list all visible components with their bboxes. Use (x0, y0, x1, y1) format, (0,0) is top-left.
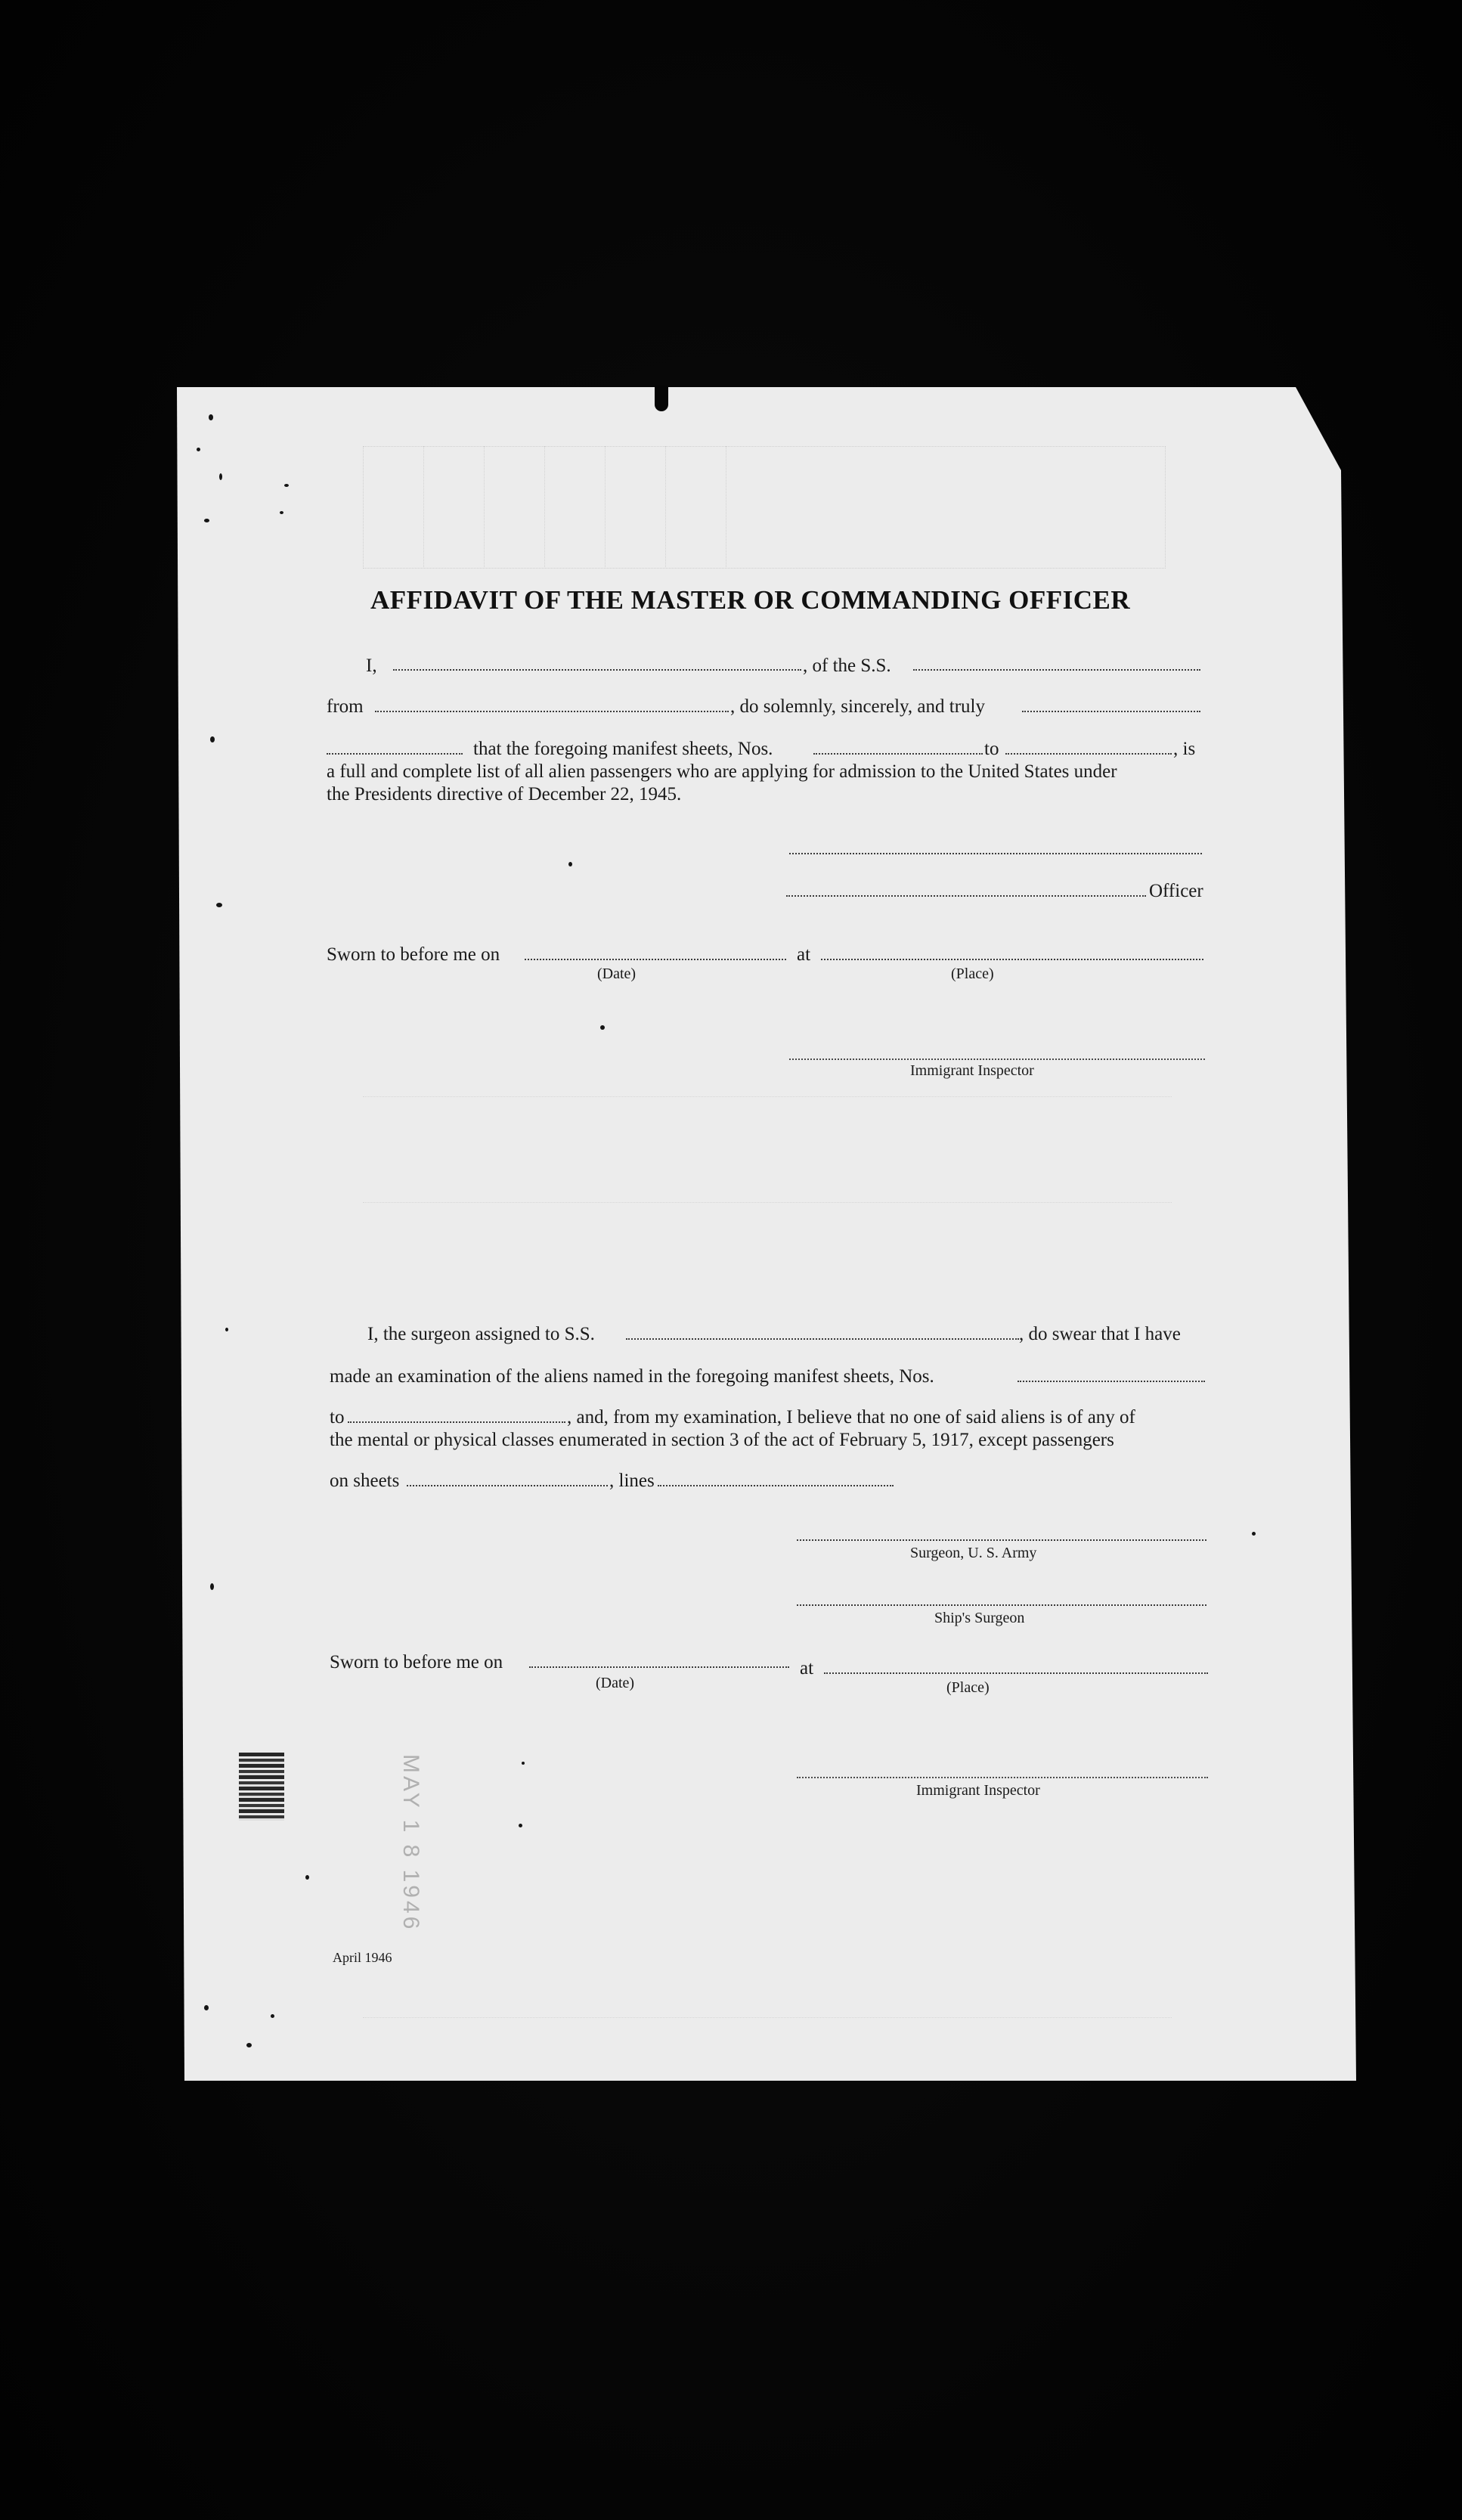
show-through-line (605, 446, 606, 567)
show-through-line (544, 446, 545, 567)
officer-signature-blank[interactable] (786, 895, 1146, 897)
master-inspector-signature-blank[interactable] (789, 1059, 1205, 1060)
officer-label: Officer (1149, 881, 1203, 901)
surgeon-at-label: at (800, 1658, 814, 1678)
dust-speck (280, 511, 283, 514)
surgeon-line3-end: , and, from my examination, I believe that no one of said aliens is of any of (567, 1407, 1135, 1427)
affidavit-paper-sheet (177, 387, 1356, 2081)
master-inspector-label: Immigrant Inspector (910, 1062, 1034, 1079)
surgeon-line5-start: on sheets (330, 1471, 400, 1491)
dust-speck (519, 1824, 522, 1827)
dust-speck (216, 903, 222, 907)
surgeon-lines-blank[interactable] (658, 1485, 894, 1486)
surgeon-inspector-label: Immigrant Inspector (916, 1782, 1040, 1799)
surgeon-line1-start: I, the surgeon assigned to S.S. (367, 1324, 595, 1344)
dust-speck (568, 862, 572, 866)
master-signature-blank[interactable] (789, 853, 1202, 854)
master-line5: the Presidents directive of December 22, 1945. (327, 784, 682, 804)
dust-speck (225, 1328, 228, 1331)
dust-speck (271, 2014, 274, 2018)
show-through-line (363, 1202, 1172, 1203)
master-line1-mid: , of the S.S. (803, 656, 891, 676)
surgeon-line2: made an examination of the aliens named in the foregoing manifest sheets, Nos. (330, 1366, 934, 1387)
show-through-line (363, 1096, 1172, 1097)
received-stamp: MAY 1 8 1946 (398, 1754, 423, 1933)
master-line4: a full and complete list of all alien passengers who are applying for admission to the United States under (327, 761, 1117, 782)
surgeon-line3-start: to (330, 1407, 345, 1427)
master-date-caption: (Date) (597, 966, 637, 982)
ship-name-blank[interactable] (913, 669, 1200, 671)
dust-speck (210, 736, 215, 742)
master-line2-start: from (327, 696, 364, 717)
sheets-from-blank[interactable] (813, 753, 983, 755)
dust-speck (600, 1025, 605, 1030)
master-line1-start: I, (366, 656, 377, 676)
surgeon-ship-blank[interactable] (626, 1338, 1019, 1340)
army-surgeon-label: Surgeon, U. S. Army (910, 1545, 1037, 1561)
surgeon-inspector-signature-blank[interactable] (797, 1777, 1208, 1778)
ship-surgeon-label: Ship's Surgeon (934, 1610, 1025, 1626)
army-surgeon-signature-blank[interactable] (797, 1539, 1206, 1541)
dust-speck (246, 2043, 252, 2047)
master-at-label: at (797, 944, 811, 965)
master-line3-mid: that the foregoing manifest sheets, Nos. (473, 739, 773, 759)
master-sworn-label: Sworn to before me on (327, 944, 500, 965)
master-sworn-date-blank[interactable] (525, 959, 786, 960)
surgeon-sworn-place-blank[interactable] (824, 1672, 1208, 1674)
oath-continuation-blank[interactable] (327, 753, 463, 755)
show-through-line (484, 446, 485, 567)
dust-speck (219, 473, 222, 480)
master-name-blank[interactable] (393, 669, 801, 671)
surgeon-sworn-label: Sworn to before me on (330, 1652, 503, 1672)
binding-mark (239, 1753, 284, 1821)
surgeon-sheets-from-blank[interactable] (1018, 1381, 1205, 1382)
port-blank[interactable] (375, 711, 729, 712)
show-through-line (363, 2017, 1172, 2018)
show-through-line (665, 446, 666, 567)
surgeon-sheets-blank[interactable] (407, 1485, 608, 1486)
dust-speck (209, 414, 213, 420)
document-title: AFFIDAVIT OF THE MASTER OR COMMANDING OFFICER (370, 585, 1131, 615)
dust-speck (522, 1762, 525, 1765)
dust-speck (210, 1583, 214, 1590)
sheets-to-blank[interactable] (1005, 753, 1172, 755)
show-through-line (423, 446, 424, 567)
surgeon-place-caption: (Place) (946, 1679, 990, 1696)
dust-speck (305, 1875, 309, 1880)
oath-blank[interactable] (1022, 711, 1200, 712)
dust-speck (1252, 1532, 1256, 1536)
surgeon-line4: the mental or physical classes enumerated in section 3 of the act of February 5, 1917, except passengers (330, 1430, 1114, 1450)
master-line3-end: , is (1173, 739, 1196, 759)
master-line2-mid: , do solemnly, sincerely, and truly (730, 696, 985, 717)
surgeon-sworn-date-blank[interactable] (529, 1666, 789, 1668)
paper-edge-tear (655, 386, 668, 411)
surgeon-line5-mid: , lines (609, 1471, 655, 1491)
dust-speck (284, 484, 289, 487)
master-sworn-place-blank[interactable] (821, 959, 1203, 960)
dust-speck (204, 2005, 209, 2010)
dust-speck (197, 448, 200, 451)
master-place-caption: (Place) (951, 966, 994, 982)
master-line3-to: to (984, 739, 999, 759)
surgeon-sheets-to-blank[interactable] (348, 1421, 565, 1423)
surgeon-date-caption: (Date) (596, 1675, 635, 1691)
dust-speck (204, 519, 209, 522)
form-revision-date: April 1946 (333, 1950, 392, 1965)
ship-surgeon-signature-blank[interactable] (797, 1604, 1206, 1606)
surgeon-line1-end: , do swear that I have (1019, 1324, 1181, 1344)
